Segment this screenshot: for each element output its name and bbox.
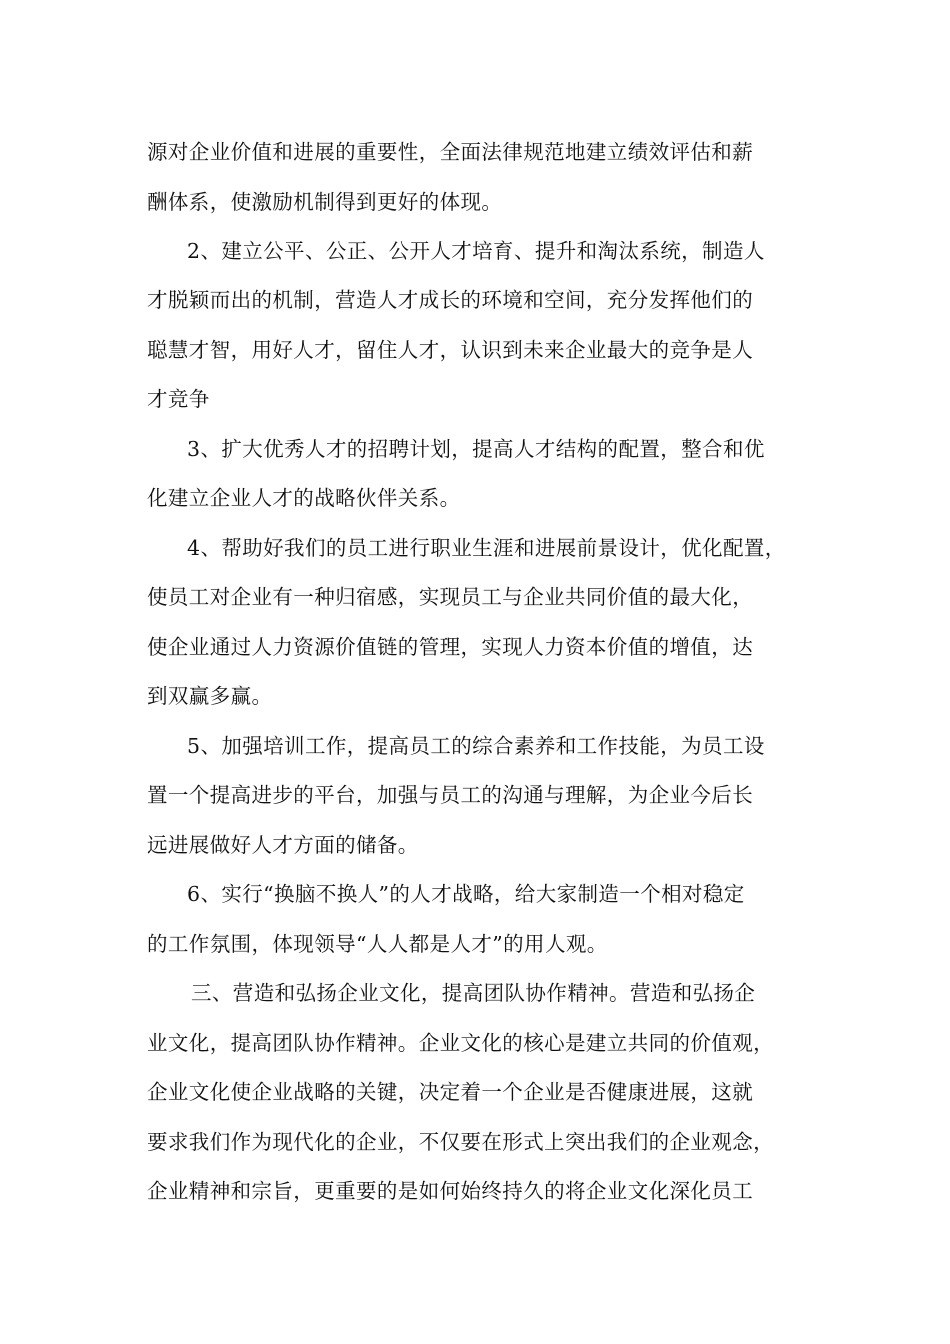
text-line: 才竞争 [147, 387, 210, 411]
paragraph-3-start: 3、扩大优秀人才的招聘计划，提高人才结构的配置，整合和优 [187, 437, 765, 461]
paragraph-5-start: 5、加强培训工作，提高员工的综合素养和工作技能，为员工设 [187, 734, 765, 758]
text-line: 置一个提高进步的平台，加强与员工的沟通与理解，为企业今后长 [147, 783, 754, 807]
text-line: 使员工对企业有一种归宿感，实现员工与企业共同价值的最大化， [147, 585, 754, 609]
text-line: 才脱颖而出的机制，营造人才成长的环境和空间，充分发挥他们的 [147, 288, 754, 312]
text-line: 聪慧才智，用好人才，留住人才，认识到未来企业最大的竞争是人 [147, 338, 754, 362]
text-line: 远进展做好人才方面的储备。 [147, 833, 419, 857]
paragraph-2-start: 2、建立公平、公正、公开人才培育、提升和淘汰系统，制造人 [187, 239, 765, 263]
text-line: 的工作氛围，体现领导“人人都是人才”的用人观。 [147, 932, 608, 956]
section-3-start: 三、营造和弘扬企业文化，提高团队协作精神。营造和弘扬企 [191, 981, 756, 1005]
text-line: 酬体系，使激励机制得到更好的体现。 [147, 190, 503, 214]
text-line: 要求我们作为现代化的企业，不仅要在形式上突出我们的企业观念， [147, 1130, 774, 1154]
text-line: 到双赢多赢。 [147, 684, 273, 708]
paragraph-4-start: 4、帮助好我们的员工进行职业生涯和进展前景设计，优化配置， [187, 536, 786, 560]
text-line: 源对企业价值和进展的重要性，全面法律规范地建立绩效评估和薪 [147, 140, 754, 164]
text-line: 使企业通过人力资源价值链的管理，实现人力资本价值的增值，达 [147, 635, 754, 659]
text-line: 业文化，提高团队协作精神。企业文化的核心是建立共同的价值观， [147, 1031, 774, 1055]
text-line: 化建立企业人才的战略伙伴关系。 [147, 486, 461, 510]
text-line: 企业文化使企业战略的关键，决定着一个企业是否健康进展，这就 [147, 1080, 754, 1104]
paragraph-6-start: 6、实行“换脑不换人”的人才战略，给大家制造一个相对稳定 [187, 882, 745, 906]
text-line: 企业精神和宗旨，更重要的是如何始终持久的将企业文化深化员工 [147, 1179, 754, 1203]
